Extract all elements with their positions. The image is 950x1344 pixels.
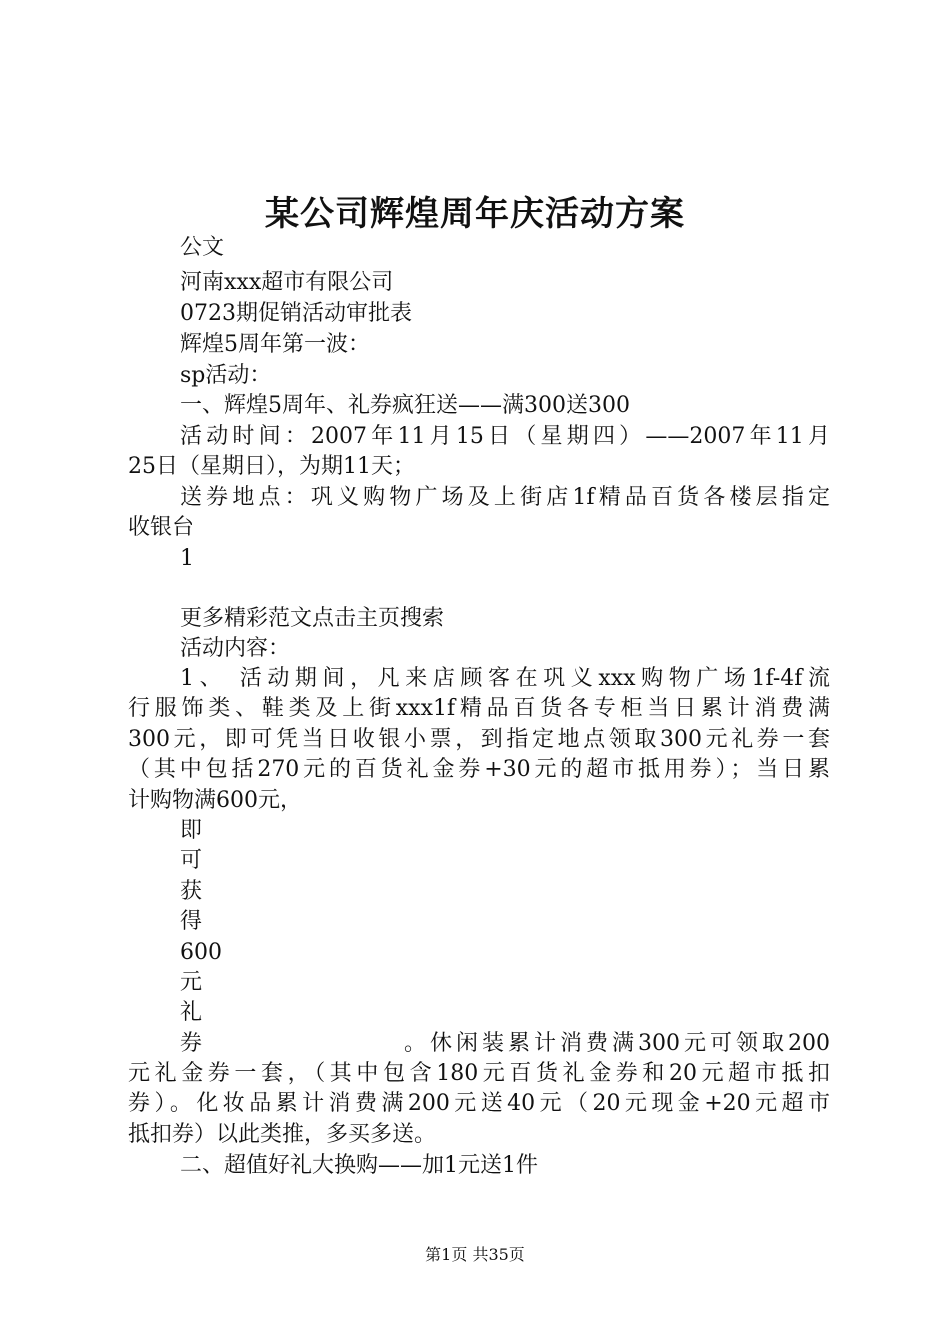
- text-line: 活动内容：: [180, 636, 291, 661]
- text-line: 券）。化妆品累计消费满200元送40元（20元现金+20元超市: [128, 1091, 830, 1116]
- text-line: 河南xxx超市有限公司: [180, 270, 394, 295]
- text-line: 礼: [180, 1000, 203, 1025]
- text-line: 行服饰类、鞋类及上街xxx1f精品百货各专柜当日累计消费满: [128, 696, 830, 721]
- text-line: 得: [180, 909, 203, 934]
- text-line: 元: [180, 970, 203, 995]
- text-line: （其中包括270元的百货礼金券+30元的超市抵用券）；当日累: [128, 757, 830, 782]
- text-line: 活动时间：2007年11月15日（星期四）——2007年11月: [180, 424, 830, 449]
- text-line: 0723期促销活动审批表: [180, 301, 412, 326]
- text-line: 抵扣券）以此类推，多买多送。: [128, 1122, 437, 1147]
- page-footer: 第1页 共35页: [425, 1245, 525, 1264]
- text-line: 送券地点：巩义购物广场及上街店1f精品百货各楼层指定: [180, 485, 830, 510]
- text-line: 获: [180, 879, 203, 904]
- text-line: 收银台: [128, 515, 195, 540]
- text-line: 300元，即可凭当日收银小票，到指定地点领取300元礼券一套: [128, 727, 830, 752]
- text-line: 计购物满600元，: [128, 788, 302, 813]
- text-line: 二、超值好礼大换购——加1元送1件: [180, 1153, 538, 1178]
- text-line: 元礼金券一套，（其中包含180元百货礼金券和20元超市抵扣: [128, 1061, 830, 1086]
- text-line: 即: [180, 818, 203, 843]
- page-marker: 1: [180, 546, 194, 571]
- text-line: 辉煌5周年第一波：: [180, 332, 370, 357]
- document-title: 某公司辉煌周年庆活动方案: [265, 194, 685, 234]
- text-line: 一、辉煌5周年、礼券疯狂送——满300送300: [180, 393, 630, 418]
- text-line: 600: [180, 940, 222, 965]
- text-line: 。休闲装累计消费满300元可领取200: [404, 1031, 830, 1056]
- text-line: 公文: [180, 235, 225, 260]
- text-line: sp活动：: [180, 363, 272, 388]
- text-line: 券: [180, 1031, 203, 1056]
- text-line: 更多精彩范文点击主页搜索: [180, 606, 445, 631]
- text-line: 1、 活动期间，凡来店顾客在巩义xxx购物广场1f-4f流: [180, 666, 830, 691]
- text-line: 可: [180, 848, 203, 873]
- text-line: 25日（星期日），为期11天；: [128, 454, 415, 479]
